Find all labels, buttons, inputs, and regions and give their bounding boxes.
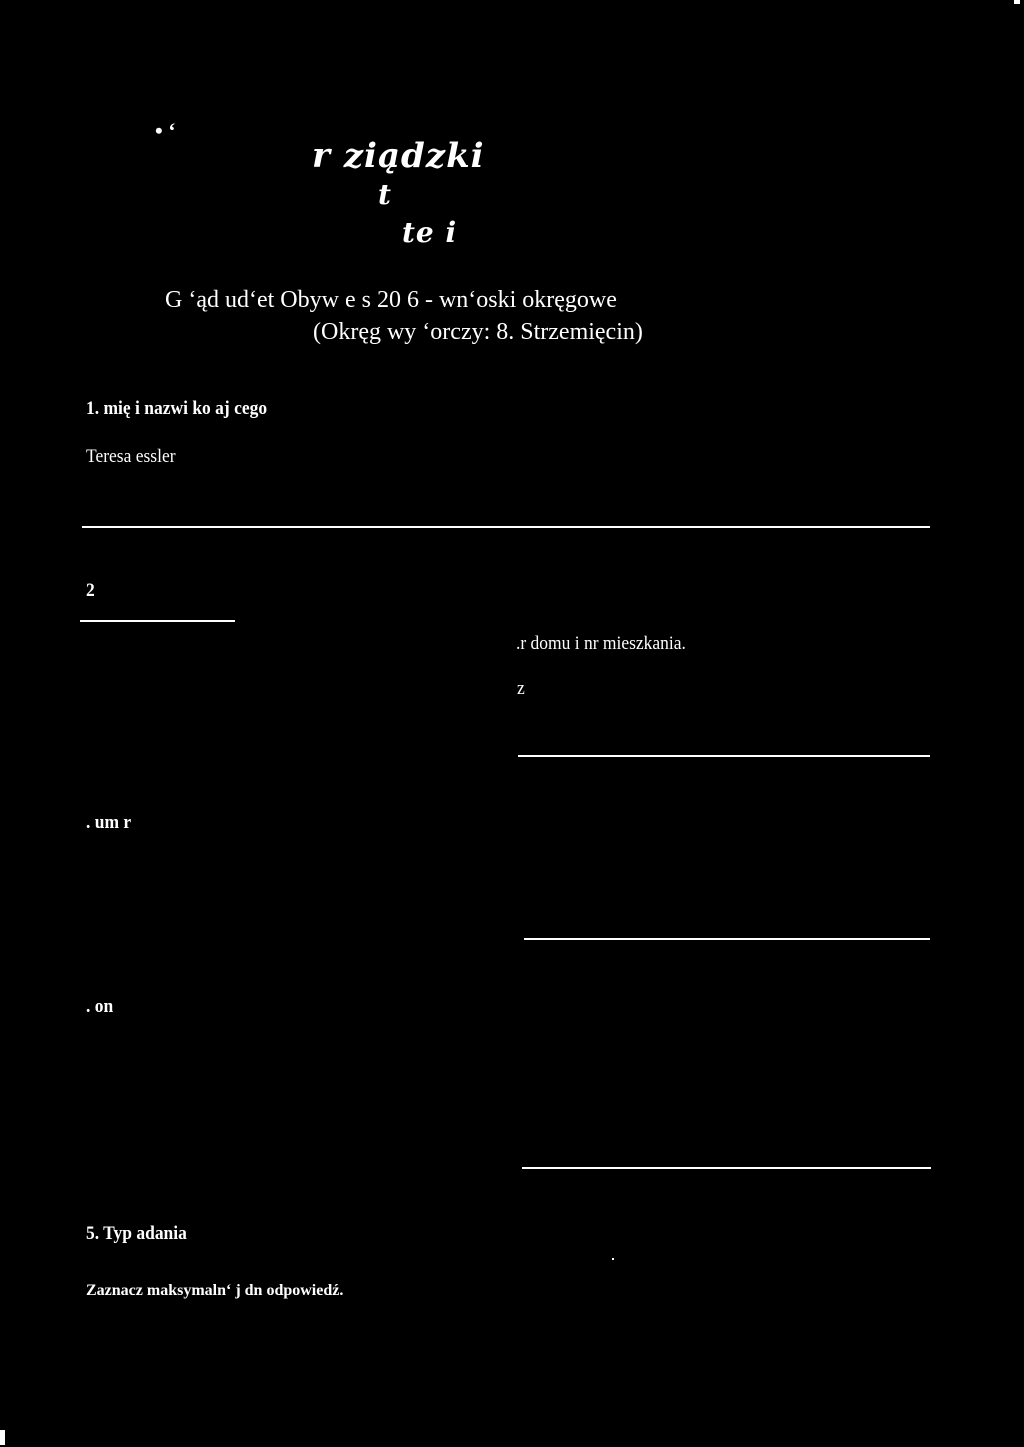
field-label-task-type: 5. Typ adania bbox=[86, 1223, 187, 1244]
divider-line bbox=[82, 526, 930, 528]
field-label-address: 2 bbox=[86, 580, 95, 601]
answer-line-number bbox=[524, 938, 930, 940]
field-label-number: . um r bbox=[86, 812, 132, 833]
document-title-line1: G ‘ąd ud‘et Obyw e s 20 6 - wn‘oski okręgowe bbox=[165, 287, 617, 313]
answer-line-short bbox=[80, 620, 235, 622]
handwritten-name-line2: t bbox=[378, 178, 392, 211]
field-hint-task-type: Zaznacz maksymaln‘ j dn odpowiedź. bbox=[86, 1282, 344, 1299]
answer-line-address bbox=[518, 755, 930, 757]
scan-speck bbox=[1014, 0, 1020, 4]
field-label-name: 1. mię i nazwi ko aj cego bbox=[86, 398, 268, 419]
field-hint-address: .r domu i nr mieszkania. bbox=[516, 633, 686, 654]
field-value-name: Teresa essler bbox=[86, 446, 176, 467]
document-title-line2: (Okręg wy ‘orczy: 8. Strzemięcin) bbox=[313, 319, 643, 345]
field-hint-address-2: z bbox=[517, 678, 525, 699]
answer-line-phone bbox=[522, 1167, 931, 1169]
scan-speck bbox=[612, 1258, 614, 1260]
field-label-phone: . on bbox=[86, 996, 114, 1017]
corner-mark: • ‘ bbox=[155, 118, 176, 143]
handwritten-name-line3: te i bbox=[402, 216, 458, 249]
handwritten-name-line1: r ziądzki bbox=[312, 136, 485, 176]
scan-speck bbox=[0, 1430, 5, 1445]
